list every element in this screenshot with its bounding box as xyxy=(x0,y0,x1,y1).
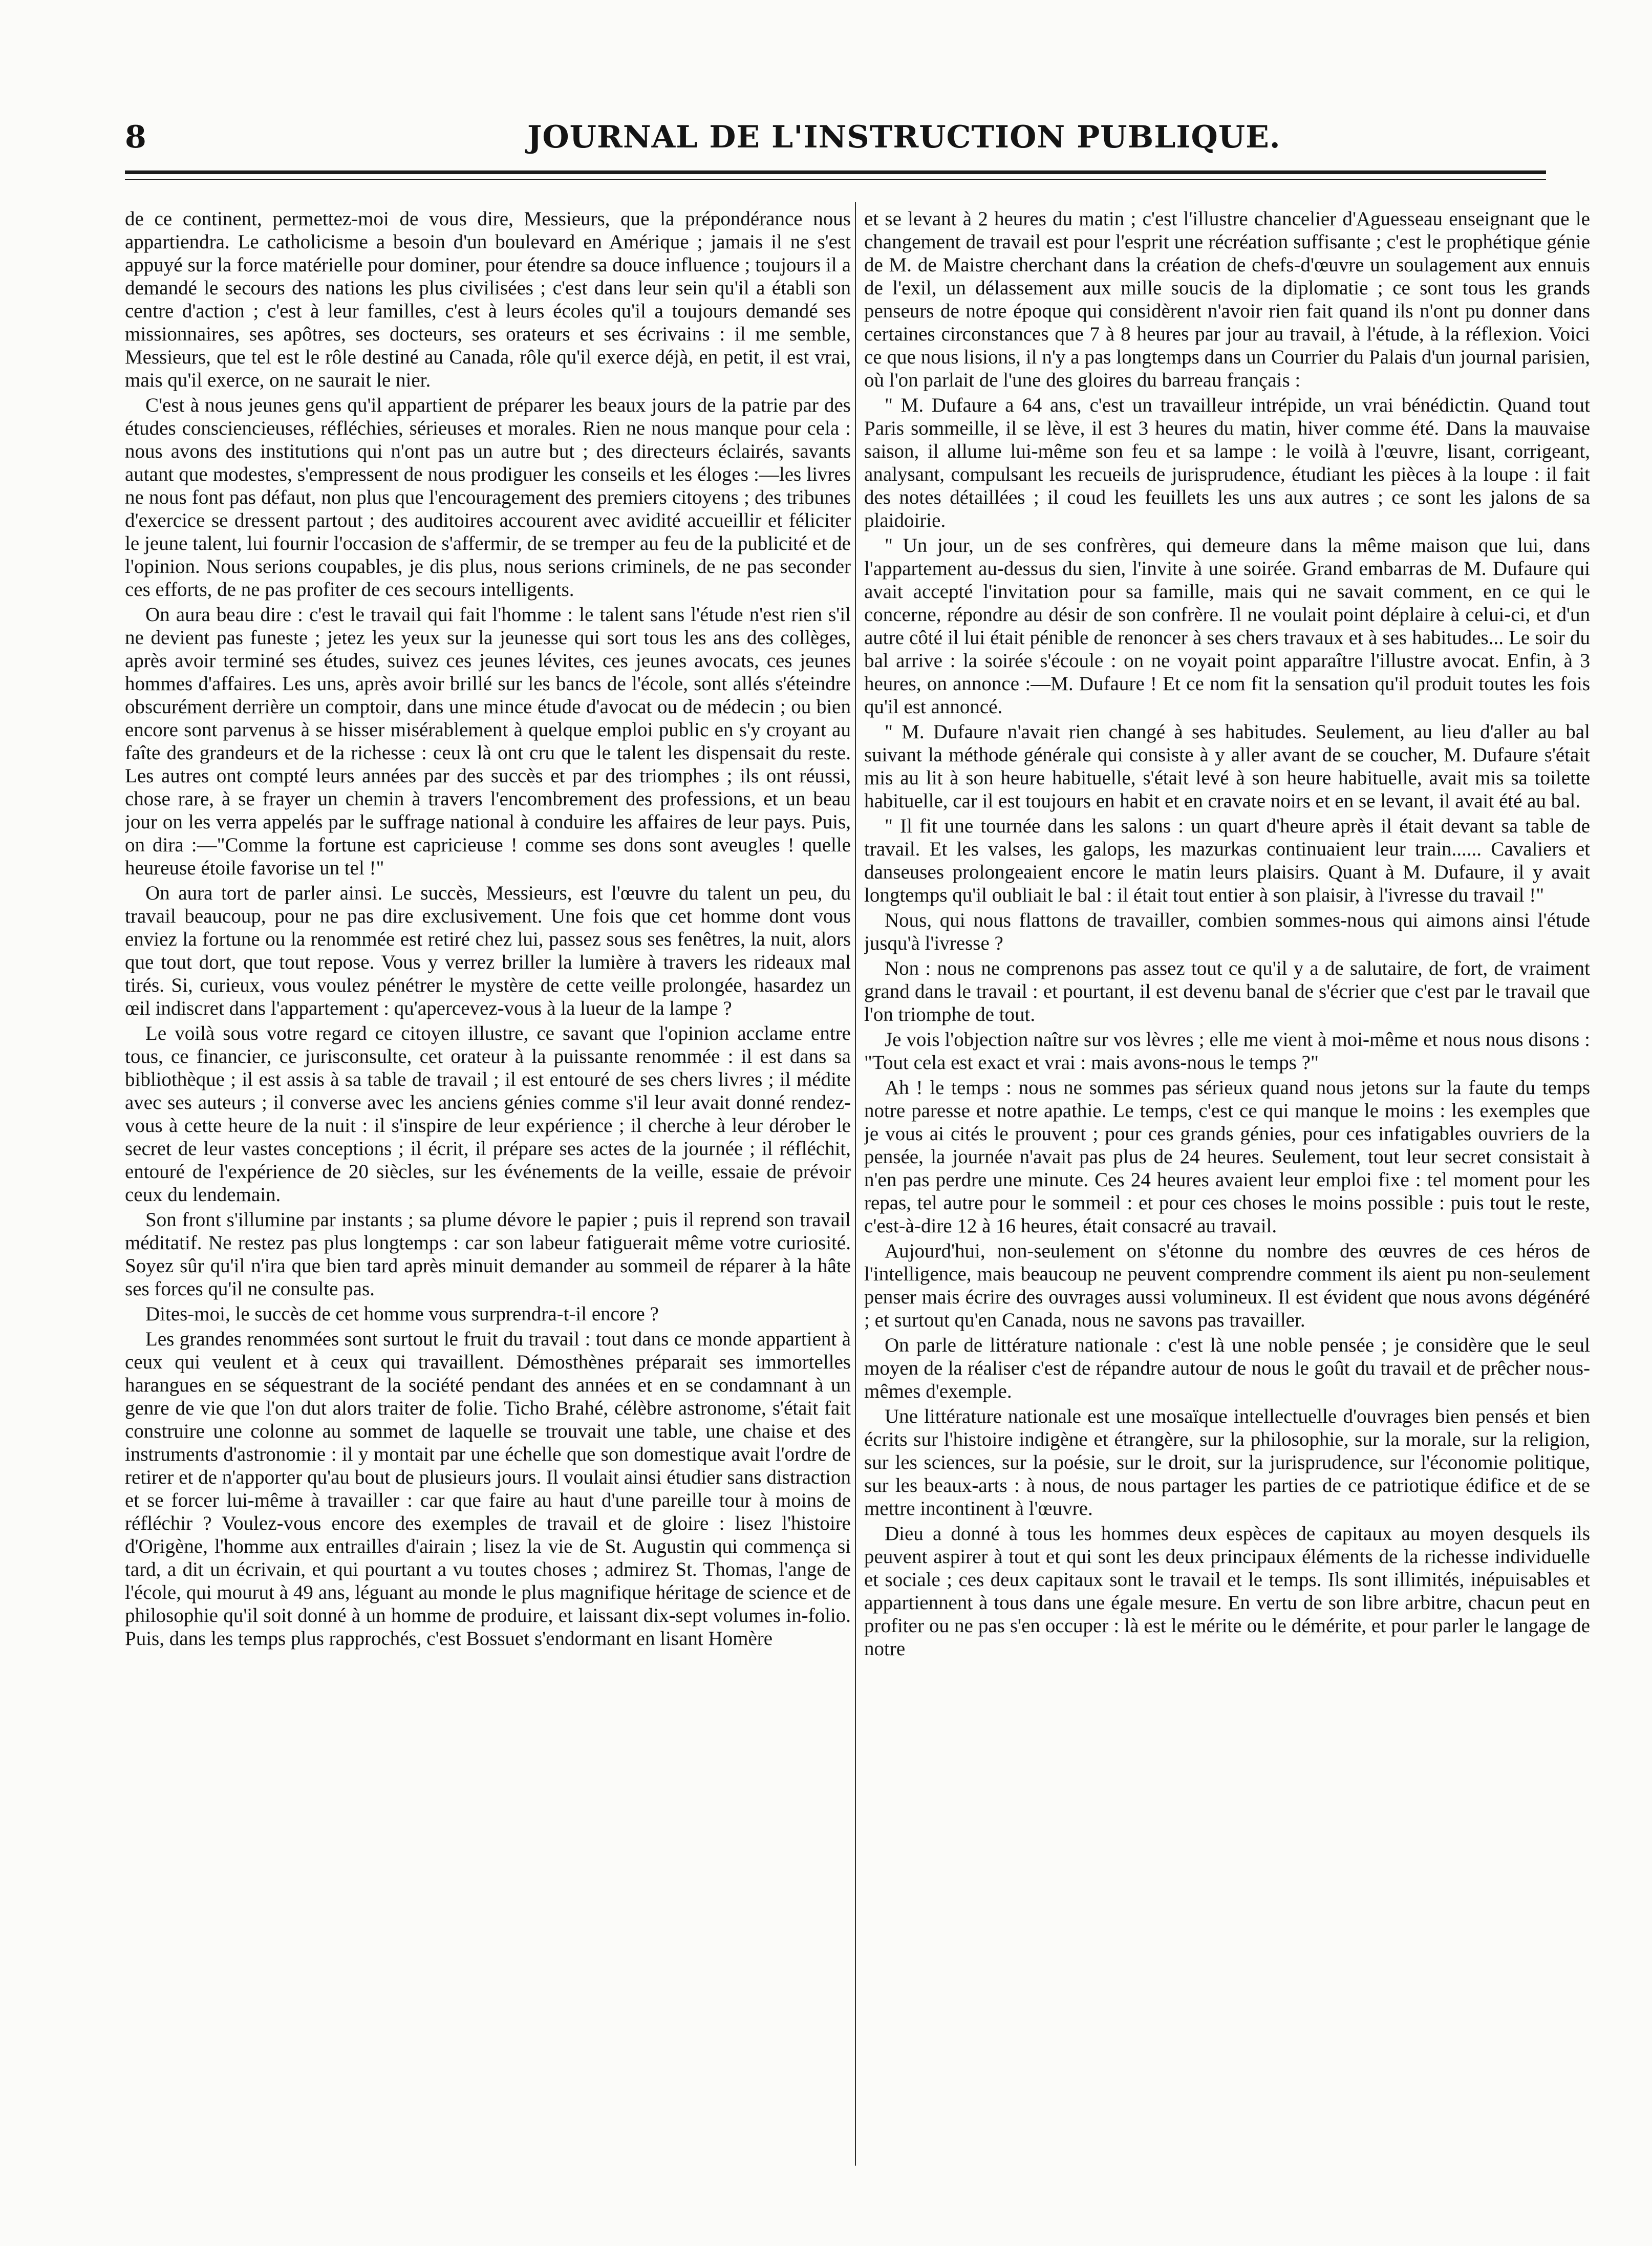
page-number: 8 xyxy=(125,119,146,155)
paragraph: On parle de littérature nationale : c'est là une noble pensée ; je considère que le seul moyen de la réaliser c'est de répandre autour de nous le goût du travail et de prêcher nous-mêmes d'exemple. xyxy=(864,1334,1590,1402)
header-rule-thin xyxy=(125,179,1546,180)
quoted-paragraph: " M. Dufaure n'avait rien changé à ses habitudes. Seulement, au lieu d'aller au bal suivant la méthode générale qui consiste à y aller avant de se coucher, M. Dufaure s'était mis au lit à son heure habituelle, s'était levé à son heure habituelle, avait mis sa toilette habituelle, car il est toujours en habit et en cravate noirs et en se levant, il avait été au bal. xyxy=(864,721,1590,812)
left-column xyxy=(125,207,851,2178)
paragraph: Le voilà sous votre regard ce citoyen illustre, ce savant que l'opinion acclame entre tous, ce financier, ce jurisconsulte, cet orateur à la puissante renommée : il est dans sa bibliothèque ; il est assis à sa table de travail ; il est entouré de ses chers livres ; il médite avec ses auteurs ; il converse avec les anciens génies comme s'il leur avait donné rendez-vous à cette heure de la nuit : il s'inspire de leur expérience ; il cherche à leur dérober le secret de leur vastes conceptions ; il écrit, il prépare ses actes de la journée ; il réfléchit, entouré de l'expérience de 20 siècles, sur les événements de la veille, essaie de prévoir ceux du lendemain. xyxy=(125,1022,851,1206)
paragraph: Les grandes renommées sont surtout le fruit du travail : tout dans ce monde appartient à ceux qui veulent et à ceux qui travaillent. Démosthènes préparait ses immortelles harangues en se séquestrant de la société pendant des années et en se condamnant à un genre de vie que l'on dut alors traiter de folie. Ticho Brahé, célèbre astronome, s'était fait construire une colonne au sommet de laquelle se trouvait une table, une chaise et des instruments d'astronomie : il y montait par une échelle que son domestique avait l'ordre de retirer et de n'apporter qu'au bout de plusieurs jours. Il voulait ainsi étudier sans distraction et se forcer lui-même à travailler : car que faire au haut d'une pareille tour à moins de réfléchir ? Voulez-vous encore des exemples de travail et de gloire : lisez l'histoire d'Origène, l'homme aux entrailles d'airain ; lisez la vie de St. Augustin qui commença si tard, a dit un écrivain, et qui pourtant a vu toutes choses ; admirez St. Thomas, l'ange de l'école, qui mourut à 49 ans, léguant au monde le plus magnifique héritage de science et de philosophie qu'il soit donné à un homme de produire, et laissant dix-sept volumes in-folio. Puis, dans les temps plus rapprochés, c'est Bossuet s'endormant en lisant Homère xyxy=(125,1328,851,1650)
paragraph: On aura beau dire : c'est le travail qui fait l'homme : le talent sans l'étude n'est rien s'il ne devient pas funeste ; jetez les yeux sur la jeunesse qui sort tous les ans des collèges, après avoir terminé ses études, suivez ces jeunes lévites, ces jeunes avocats, ces jeunes hommes d'affaires. Les uns, après avoir brillé sur les bancs de l'école, sont allés s'éteindre obscurément derrière un comptoir, dans une mince étude d'avocat ou de médecin ; ou bien encore sont parvenus à se hisser misérablement à quelque emploi public en s'y croyant au faîte des grandeurs et de la richesse : ceux là ont cru que le talent les dispensait du reste. Les autres ont compté leurs années par des succès et par des triomphes ; ils ont réussi, chose rare, à se frayer un chemin à travers l'encombrement des professions, et un beau jour on les verra appelés par le suffrage national à conduire les affaires de leur pays. Puis, on dira :—"Comme la fortune est capricieuse ! comme ses dons sont aveugles ! quelle heureuse étoile favorise un tel !" xyxy=(125,604,851,879)
paragraph: de ce continent, permettez-moi de vous dire, Messieurs, que la prépondérance nous appartiendra. Le catholicisme a besoin d'un boulevard en Amérique ; jamais il ne s'est appuyé sur la force matérielle pour dominer, pour étendre sa douce influence ; toujours il a demandé le secours des nations les plus civilisées ; c'est dans leur sein qu'il a établi son centre d'action ; c'est à leur familles, c'est à leurs écoles qu'il a toujours demandé ses missionnaires, ses apôtres, ses docteurs, ses orateurs et ses écrivains : il me semble, Messieurs, que tel est le rôle destiné au Canada, rôle qu'il exerce déjà, en petit, il est vrai, mais qu'il exerce, on ne saurait le nier. xyxy=(125,208,851,391)
paragraph: Dites-moi, le succès de cet homme vous surprendra-t-il encore ? xyxy=(145,1303,659,1325)
paragraph: et se levant à 2 heures du matin ; c'est l'illustre chancelier d'Aguesseau enseignant que le changement de travail est pour l'esprit une récréation suffisante ; c'est le prophétique génie de M. de Maistre cherchant dans la création de chefs-d'œuvre un soulagement aux ennuis de l'exil, un délassement aux mille soucis de la diplomatie ; ce sont tous les grands penseurs de notre époque qui considèrent n'avoir rien fait quand ils n'ont pu donner dans certaines circonstances que 7 à 8 heures par jour au travail, à l'étude, à la réflexion. Voici ce que nous lisions, il n'y a pas longtemps dans un Courrier du Palais d'un journal parisien, où l'on parlait de l'une des gloires du barreau français : xyxy=(864,208,1590,391)
paragraph: Je vois l'objection naître sur vos lèvres ; elle me vient à moi-même et nous nous disons : "Tout cela est exact et vrai : mais avons-nous le temps ?" xyxy=(864,1029,1590,1074)
paragraph: Non : nous ne comprenons pas assez tout ce qu'il y a de salutaire, de fort, de vraiment grand dans le travail : et pourtant, il est devenu banal de s'écrier que c'est par le travail que l'on triomphe de tout. xyxy=(864,957,1590,1025)
column-divider xyxy=(855,202,856,2166)
header-rule-thick xyxy=(125,170,1546,174)
quoted-paragraph: " Il fit une tournée dans les salons : un quart d'heure après il était devant sa table de travail. Et les valses, les galops, les mazurkas continuaient leur train...... Cavaliers et danseuses prolongeaient encore le matin leurs plaisirs. Quant à M. Dufaure, il y avait longtemps qu'il oubliait le bal : il était tout entier à son plaisir, à l'ivresse du travail !" xyxy=(864,815,1590,906)
quoted-paragraph: " M. Dufaure a 64 ans, c'est un travailleur intrépide, un vrai bénédictin. Quand tout Paris sommeille, il se lève, il est 3 heures du matin, hiver comme été. Dans la mauvaise saison, il allume lui-même son feu et sa lampe : le voilà à l'œuvre, lisant, corrigeant, analysant, compulsant les recueils de jurisprudence, étudiant les pièces à la loupe : il fait des notes détaillées ; il coud les feuillets les uns aux autres ; ce sont les jalons de sa plaidoirie. xyxy=(864,394,1590,531)
paragraph: Dieu a donné à tous les hommes deux espèces de capitaux au moyen desquels ils peuvent aspirer à tout et qui sont les deux principaux éléments de la richesse individuelle et sociale ; ces deux capitaux sont le travail et le temps. Ils sont illimités, inépuisables et appartiennent à tous dans une égale mesure. En vertu de son libre arbitre, chacun peut en profiter ou ne pas s'en occuper : là est le mérite ou le démérite, et pour parler le langage de notre xyxy=(864,1523,1590,1660)
quoted-paragraph: " Un jour, un de ses confrères, qui demeure dans la même maison que lui, dans l'appartement au-dessus du sien, l'invite à une soirée. Grand embarras de M. Dufaure qui avait accepté l'invitation pour sa famille, mais qui ne savait comment, en ce qui le concerne, répondre au désir de son confrère. Il ne voulait point déplaire à celui-ci, et d'un autre côté il lui était pénible de renoncer à ses chers travaux et à ses habitudes... Le soir du bal arrive : la soirée s'écoule : on ne voyait point apparaître l'illustre avocat. Enfin, à 3 heures, on annonce :—M. Dufaure ! Et ce nom fit la sensation qu'il produit toutes les fois qu'il est annoncé. xyxy=(864,534,1590,718)
running-title: JOURNAL DE L'INSTRUCTION PUBLIQUE. xyxy=(527,119,1281,155)
paragraph: On aura tort de parler ainsi. Le succès, Messieurs, est l'œuvre du talent un peu, du travail beaucoup, pour ne pas dire exclusivement. Une fois que cet homme dont vous enviez la fortune ou la renommée est retiré chez lui, passez sous ses fenêtres, la nuit, alors que tout dort, que tout repose. Vous y verrez briller la lumière à travers les rideaux mal tirés. Si, curieux, vous voulez pénétrer le mystère de cette veille prolongée, hasardez un œil indiscret dans l'appartement : qu'apercevez-vous à la lueur de la lampe ? xyxy=(125,882,851,1019)
paragraph: Une littérature nationale est une mosaïque intellectuelle d'ouvrages bien pensés et bien écrits sur l'histoire indigène et étrangère, sur la philosophie, sur la morale, sur la religion, sur les sciences, sur la poésie, sur le droit, sur la jurisprudence, sur l'économie politique, sur les beaux-arts : à nous, de nous partager les parties de ce patriotique édifice et de se mettre incontinent à l'œuvre. xyxy=(864,1405,1590,1520)
paragraph: Ah ! le temps : nous ne sommes pas sérieux quand nous jetons sur la faute du temps notre paresse et notre apathie. Le temps, c'est ce qui manque le moins : les exemples que je vous ai cités le prouvent ; pour ces grands génies, pour ces infatigables ouvriers de la pensée, la journée n'avait pas plus de 24 heures. Seulement, tout leur secret consistait à n'en pas perdre une minute. Ces 24 heures avaient leur emploi fixe : tel moment pour les repas, tel autre pour le sommeil : et pour ces choses le moins possible : puis tout le reste, c'est-à-dire 12 à 16 heures, était consacré au travail. xyxy=(864,1077,1590,1237)
paragraph: Son front s'illumine par instants ; sa plume dévore le papier ; puis il reprend son travail méditatif. Ne restez pas plus longtemps : car son labeur fatiguerait même votre curiosité. Soyez sûr qu'il n'ira que bien tard après minuit demander au sommeil de réparer à la hâte ses forces qu'il ne consulte pas. xyxy=(125,1209,851,1300)
paragraph: C'est à nous jeunes gens qu'il appartient de préparer les beaux jours de la patrie par des études consciencieuses, réfléchies, sérieuses et morales. Rien ne nous manque pour cela : nous avons des institutions qui n'ont pas un autre but ; des directeurs éclairés, savants autant que modestes, s'empressent de nous prodiguer les conseils et les éloges :—les livres ne nous font pas défaut, non plus que l'encouragement des premiers citoyens ; des tribunes d'exercice se dressent partout ; des auditoires accourent avec avidité accueillir et féliciter le jeune talent, lui fournir l'occasion de s'affermir, de se tremper au feu de la publicité et de l'opinion. Nous serions coupables, je dis plus, nous serions criminels, de ne pas seconder ces efforts, de ne pas profiter de ces secours intelligents. xyxy=(125,394,851,601)
paragraph: Aujourd'hui, non-seulement on s'étonne du nombre des œuvres de ces héros de l'intelligence, mais beaucoup ne peuvent comprendre comment ils aient pu non-seulement penser mais écrire des ouvrages aussi volumineux. Il est évident que nous avons dégénéré ; et surtout qu'en Canada, nous ne savons pas travailler. xyxy=(864,1240,1590,1331)
right-column xyxy=(864,207,1590,2178)
paragraph: Nous, qui nous flattons de travailler, combien sommes-nous qui aimons ainsi l'étude jusqu'à l'ivresse ? xyxy=(864,909,1590,954)
